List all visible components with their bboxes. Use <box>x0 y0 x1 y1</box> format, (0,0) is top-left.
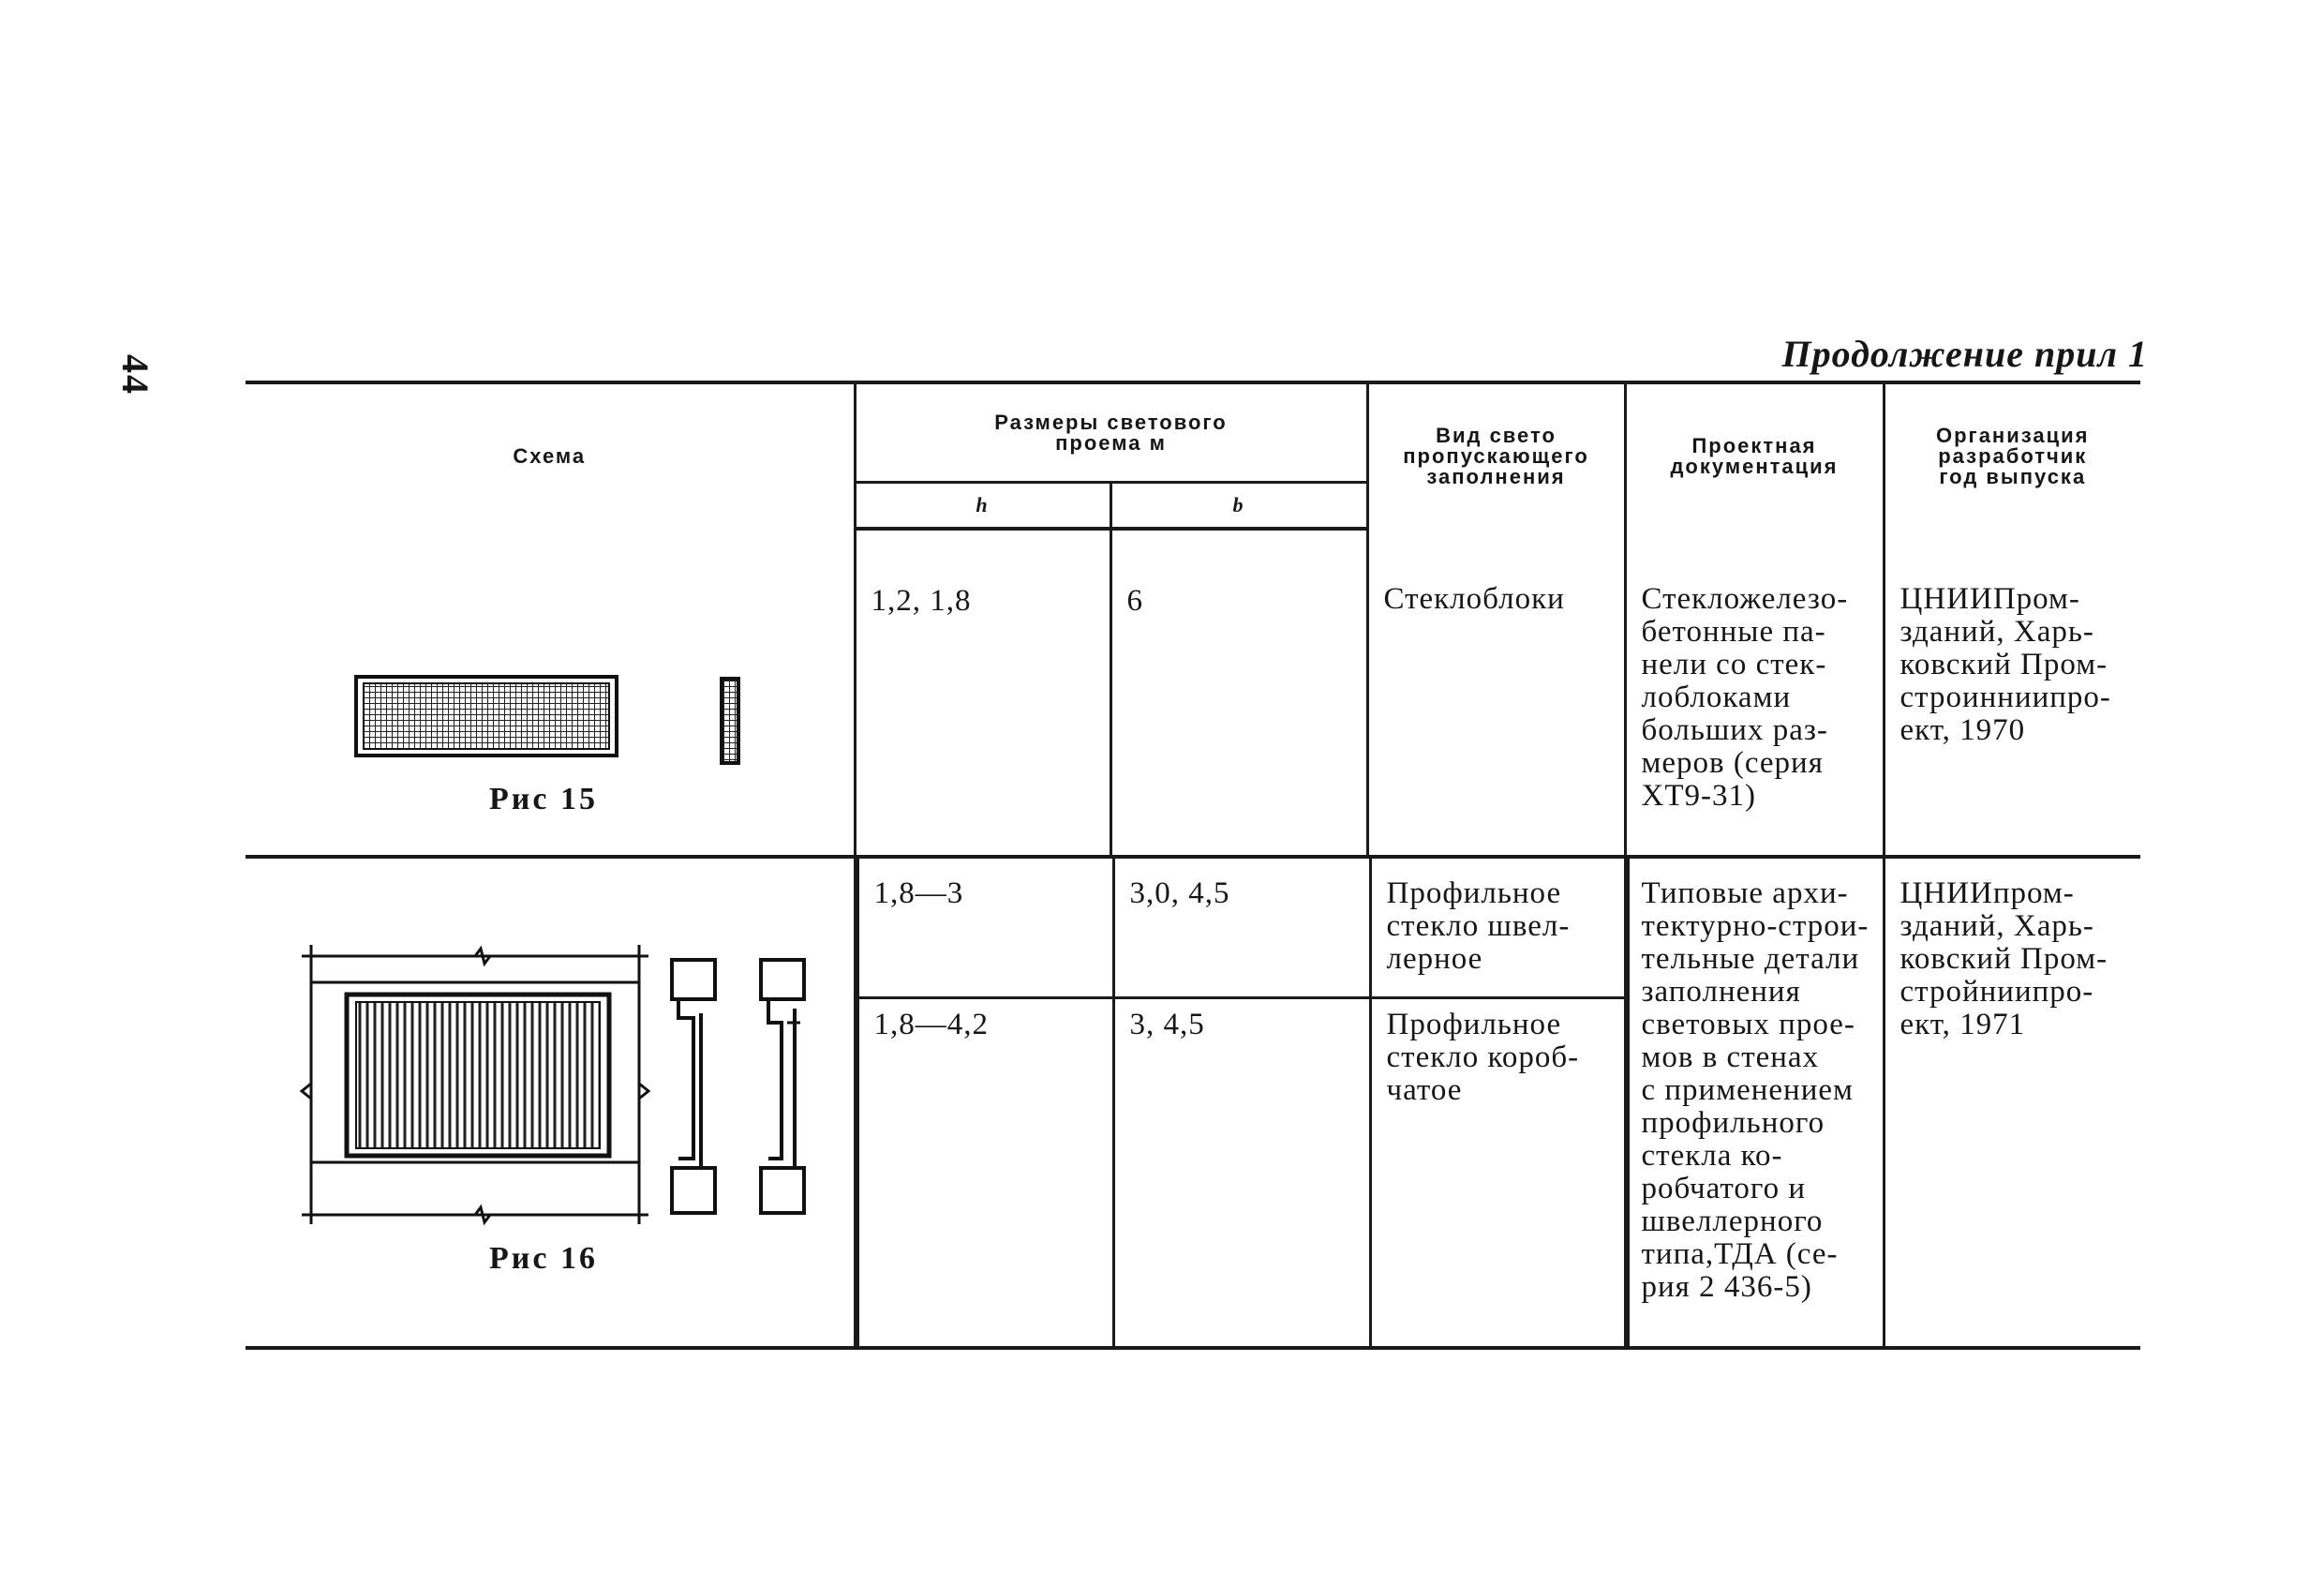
cell-organization: ЦНИИПром- зданий, Харь- ковский Пром- строинниипро- ект, 1970 <box>1899 582 2111 747</box>
header-documentation: Проектная документация <box>1625 382 1884 529</box>
table-row <box>246 529 2140 857</box>
page-number: 44 <box>114 354 156 396</box>
cell-b: 3,0, 4,5 <box>1129 876 1230 910</box>
header-organization: Организация разработчик год выпуска <box>1884 382 2140 529</box>
schema-cell-fig15 <box>246 529 855 857</box>
figure-caption-16: Рис 16 <box>489 1241 598 1276</box>
cell-organization: ЦНИИпром- зданий, Харь- ковский Пром- стройниипро- ект, 1971 <box>1899 876 2108 1041</box>
cell-documentation: Типовые архи- тектурно-строи- тельные детали заполнения световых прое- мов в стенах с применением профильного стекла ко- робчатого и швеллерного типа,ТДА (се- рия 2 436-5) <box>1641 876 1870 1304</box>
table-row <box>857 859 1628 997</box>
header-h: h <box>855 483 1110 530</box>
cell-fill-type: Профильное стекло короб- чатое <box>1386 1007 1580 1107</box>
figure-caption-15: Рис 15 <box>489 782 598 816</box>
header-opening-size: Размеры светового проема м <box>855 382 1367 483</box>
header-fill-type: Вид свето пропускающего заполнения <box>1367 382 1625 529</box>
header-b: b <box>1110 483 1367 530</box>
cell-fill-type: Профильное стекло швел- лерное <box>1386 876 1571 976</box>
continuation-label: Продолжение прил 1 <box>1781 333 2148 375</box>
table-row <box>246 857 2140 1348</box>
cell-documentation: Стекложелезо- бетонные па- нели со стек- лоблоками больших раз- меров (серия ХТ9-31) <box>1641 582 1849 813</box>
table-row <box>857 997 1628 1346</box>
subrows-table <box>857 859 1630 1346</box>
header-schema: Схема <box>246 382 855 529</box>
cell-h: 1,8—4,2 <box>873 1007 989 1041</box>
cell-h: 1,2, 1,8 <box>871 584 972 618</box>
profiled-glass-diagram <box>246 859 855 1252</box>
cell-h: 1,8—3 <box>873 876 964 910</box>
cell-b: 6 <box>1126 584 1143 618</box>
cell-fill-type: Стеклоблоки <box>1383 582 1565 616</box>
cell-b: 3, 4,5 <box>1129 1007 1205 1041</box>
specification-table <box>246 381 2140 1350</box>
schema-cell-fig16 <box>246 857 855 1348</box>
